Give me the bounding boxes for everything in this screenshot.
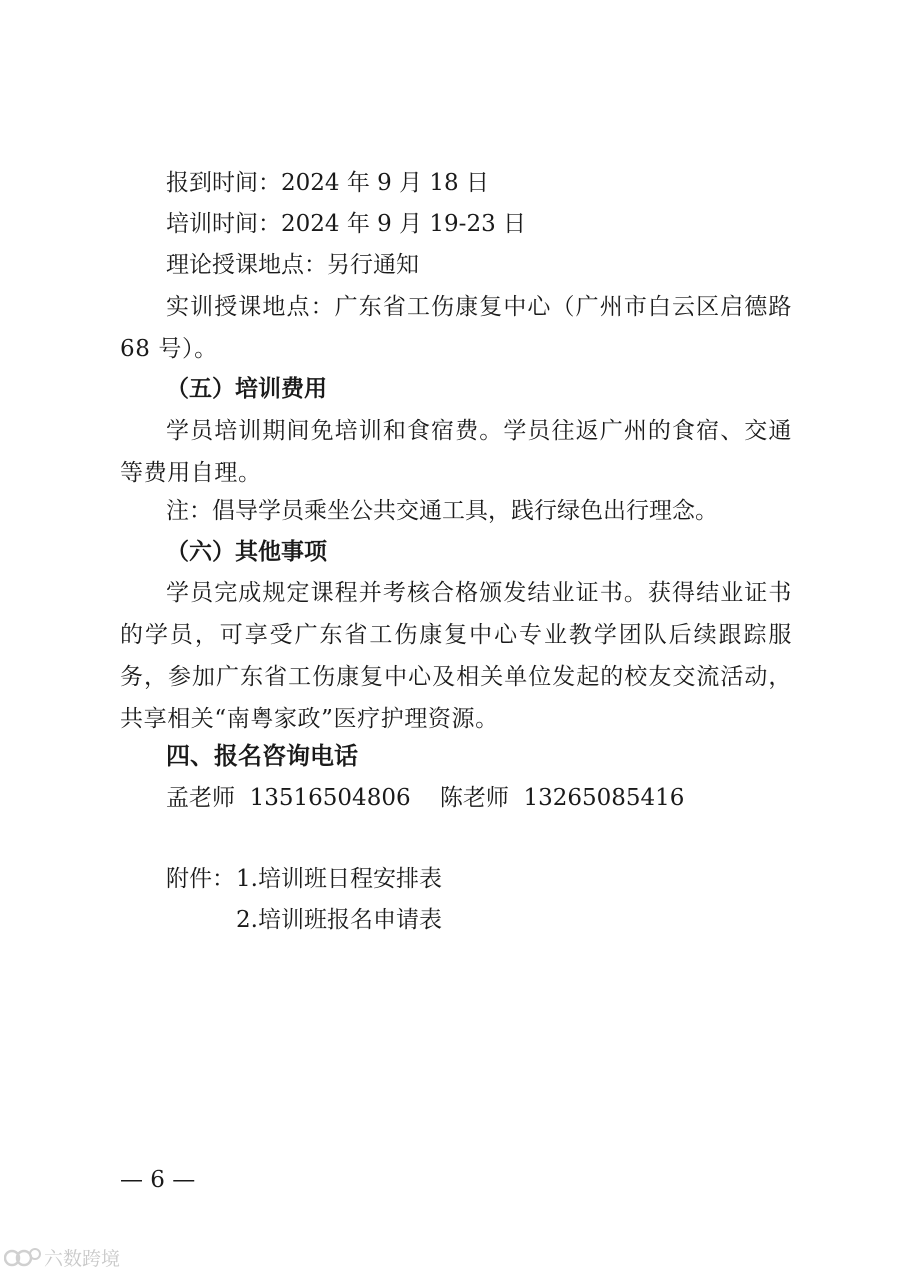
theory-location: 理论授课地点：另行通知: [166, 252, 419, 278]
page-number: — 6 —: [120, 1167, 196, 1193]
attachments-label: 附件：: [166, 866, 235, 892]
watermark-text: 六数跨境: [44, 1248, 121, 1270]
section4-title: 四、报名咨询电话: [166, 742, 358, 770]
section5-note: 注：倡导学员乘坐公共交通工具，践行绿色出行理念。: [166, 498, 718, 524]
report-time: 报到时间：2024 年 9 月 18 日: [166, 170, 489, 196]
watermark: [4, 1244, 120, 1271]
section5-body: 学员培训期间免培训和食宿费。学员往返广州的食宿、交通等费用自理。: [120, 418, 792, 486]
training-time: 培训时间：2024 年 9 月 19-23 日: [166, 211, 527, 237]
watermark-logo-icon: [4, 1247, 42, 1269]
section5-title: （五）培训费用: [166, 376, 327, 402]
contact-phones: 孟老师 13516504806 陈老师 13265085416: [166, 785, 685, 811]
practical-location: 实训授课地点：广东省工伤康复中心（广州市白云区启德路68 号）。: [120, 294, 792, 362]
attachment-2: 2.培训班报名申请表: [236, 907, 442, 933]
section6-body: 学员完成规定课程并考核合格颁发结业证书。获得结业证书的学员，可享受广东省工伤康复中心专业教学团队后续跟踪服务，参加广东省工伤康复中心及相关单位发起的校友交流活动，共享相关“南粤家政”医疗护理资源。: [120, 580, 792, 732]
section6-title: （六）其他事项: [166, 539, 327, 565]
attachment-1: 1.培训班日程安排表: [236, 866, 442, 892]
